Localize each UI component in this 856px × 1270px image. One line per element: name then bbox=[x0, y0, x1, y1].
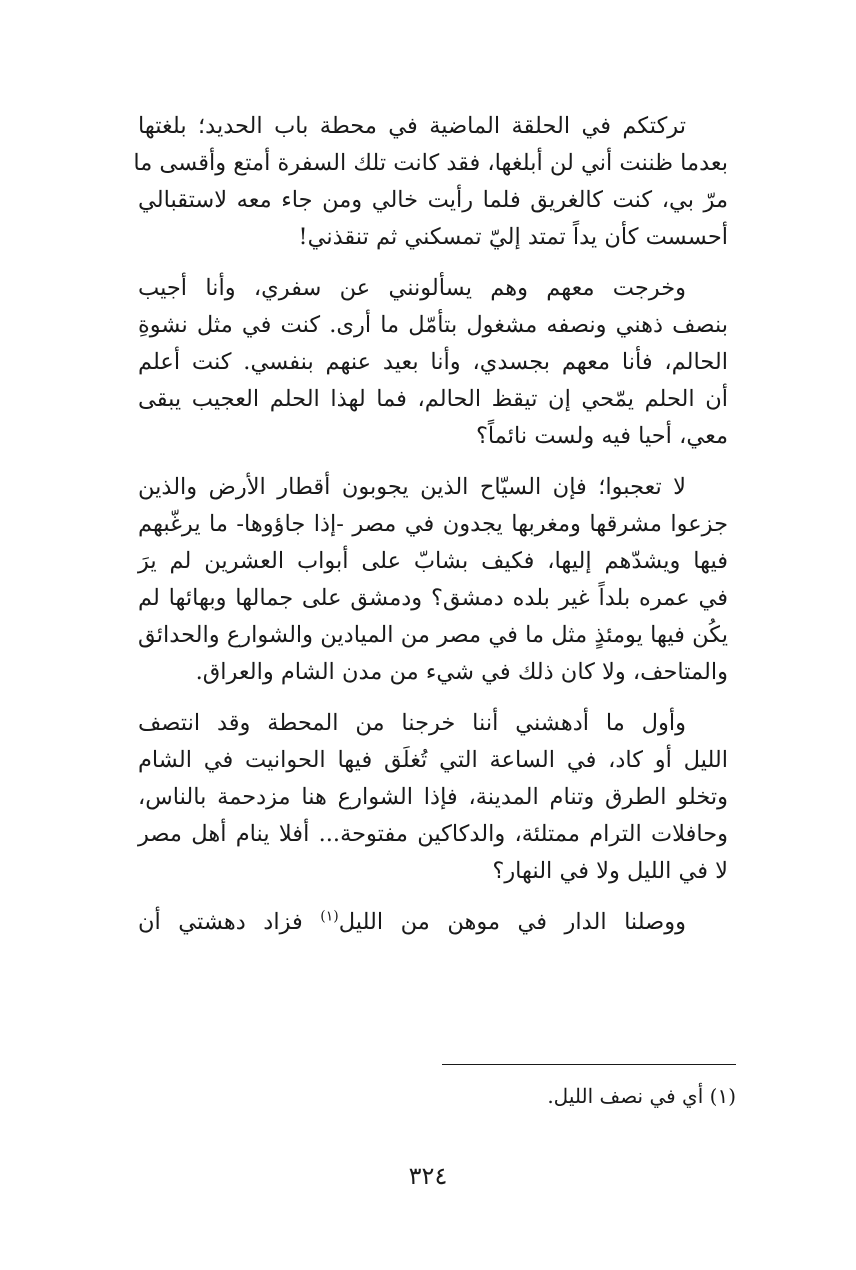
text-line: والمتاحف، ولا كان ذلك في شيء من مدن الشام والعراق. bbox=[195, 659, 728, 685]
text-line: لا تعجبوا؛ فإن السيّاح الذين يجوبون أقطار الأرض والذين bbox=[138, 474, 686, 500]
text-line: الليل أو كاد، في الساعة التي تُغلَق فيها الحوانيت في الشام bbox=[138, 747, 728, 773]
text-line: الحالم، فأنا معهم بجسدي، وأنا بعيد عنهم بنفسي. كنت أعلم bbox=[138, 349, 728, 375]
text-line: جزعوا مشرقها ومغربها يجدون في مصر -إذا جاؤوها- ما يرغّبهم bbox=[138, 511, 728, 537]
body-text bbox=[133, 108, 728, 955]
page-number: ٣٢٤ bbox=[408, 1162, 448, 1190]
text-before-footnote: ووصلنا الدار في موهن من الليل bbox=[338, 909, 687, 935]
paragraph-3 bbox=[138, 469, 728, 691]
paragraph-2 bbox=[138, 270, 728, 455]
text-line: يكُن فيها يومئذٍ مثل ما في مصر من الميادين والشوارع والحدائق bbox=[138, 622, 728, 648]
text-line: أن الحلم يمّحي إن تيقظ الحالم، فما لهذا الحلم العجيب يبقى bbox=[138, 386, 728, 412]
paragraph-1 bbox=[133, 108, 728, 256]
text-line: فيها ويشدّهم إليها، فكيف بشابّ على أبواب العشرين لم يرَ bbox=[138, 548, 728, 574]
footnote: (١) أي في نصف الليل. bbox=[547, 1084, 736, 1108]
text-line: معي، أحيا فيه ولست نائماً؟ bbox=[475, 423, 728, 449]
text-line: بعدما ظننت أني لن أبلغها، فقد كانت تلك السفرة أمتع وأقسى ما bbox=[133, 150, 728, 176]
footnote-marker: (١) bbox=[320, 908, 339, 925]
text-line: لا في الليل ولا في النهار؟ bbox=[492, 858, 728, 884]
footnote-separator bbox=[442, 1064, 736, 1065]
text-line bbox=[138, 904, 728, 941]
text-line: مرّ بي، كنت كالغريق فلما رأيت خالي ومن جاء معه لاستقبالي bbox=[138, 187, 728, 213]
text-line: وأول ما أدهشني أننا خرجنا من المحطة وقد انتصف bbox=[138, 710, 686, 736]
text-line: وخرجت معهم وهم يسألونني عن سفري، وأنا أجيب bbox=[138, 275, 686, 301]
text-line: تركتكم في الحلقة الماضية في محطة باب الحديد؛ بلغتها bbox=[138, 113, 686, 139]
text-line: أحسست كأن يداً تمتد إليّ تمسكني ثم تنقذني! bbox=[298, 224, 728, 250]
paragraph-4 bbox=[138, 705, 728, 890]
text-line: وحافلات الترام ممتلئة، والدكاكين مفتوحة... أفلا ينام أهل مصر bbox=[138, 821, 728, 847]
text-line: في عمره بلداً غير بلده دمشق؟ ودمشق على جمالها وبهائها لم bbox=[138, 585, 728, 611]
text-line: وتخلو الطرق وتنام المدينة، فإذا الشوارع هنا مزدحمة بالناس، bbox=[138, 784, 728, 810]
text-after-footnote: فزاد دهشتي أن bbox=[138, 909, 321, 935]
paragraph-5 bbox=[138, 904, 728, 941]
text-line: بنصف ذهني ونصفه مشغول بتأمّل ما أرى. كنت في مثل نشوةِ bbox=[138, 312, 728, 338]
